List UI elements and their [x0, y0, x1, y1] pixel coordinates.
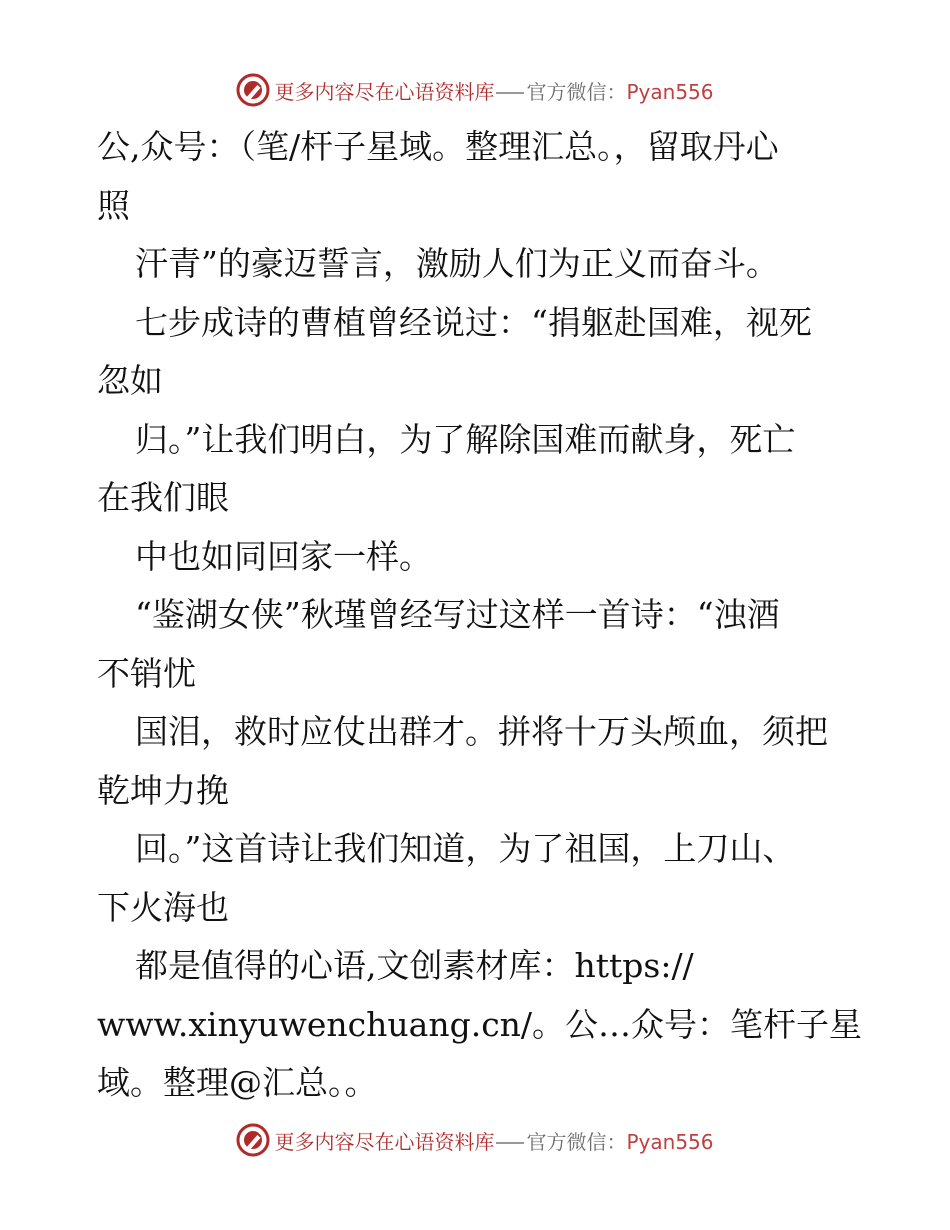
watermark-brand: 更多内容尽在心语资料库 — [274, 1129, 495, 1154]
watermark-text — [274, 76, 713, 105]
watermark-text — [274, 1126, 713, 1155]
text-line: www.xinyuwenchuang.cn/。公…众号：笔杆子星 — [97, 1004, 863, 1044]
pen-seal-icon — [236, 1123, 270, 1157]
header-watermark — [0, 70, 950, 110]
watermark-contact-id: Pyan556 — [626, 79, 714, 104]
text-line: 在我们眼 — [97, 478, 229, 517]
watermark-separator — [496, 92, 524, 94]
watermark-contact-label: 官方微信： — [526, 1129, 627, 1154]
footer-watermark — [0, 1120, 950, 1160]
text-line: 照 — [97, 185, 130, 225]
text-line: 不销忧 — [97, 653, 196, 693]
text-line: 忽如 — [97, 361, 163, 400]
text-line: 归。”让我们明白，为了解除国难而献身，死亡 — [135, 419, 796, 459]
text-line: 国泪，救时应仗出群才。拼将十万头颅血，须把 — [135, 712, 828, 751]
text-line: 都是值得的心语,文创素材库：https:// — [135, 946, 694, 985]
watermark-contact-id: Pyan556 — [626, 1129, 714, 1154]
watermark-brand: 更多内容尽在心语资料库 — [274, 79, 495, 104]
pen-seal-icon — [236, 73, 270, 107]
text-line: 汗青”的豪迈誓言，激励人们为正义而奋斗。 — [135, 244, 779, 283]
text-line: 域。整理@汇总。。 — [97, 1063, 378, 1102]
document-body — [97, 118, 863, 1113]
text-line: 乾坤力挽 — [97, 770, 229, 810]
text-line: 中也如同回家一样。 — [135, 536, 432, 576]
text-line: 七步成诗的曹植曾经说过：“捐躯赴国难，视死 — [135, 302, 812, 342]
text-line: 下火海也 — [97, 887, 229, 927]
text-line: 回。”这首诗让我们知道，为了祖国，上刀山、 — [135, 829, 796, 868]
text-line: “鉴湖女侠”秋瑾曾经写过这样一首诗：“浊酒 — [135, 595, 780, 634]
watermark-separator — [496, 1142, 524, 1144]
text-line: 公,众号：（笔/杆子星域。整理汇总。，留取丹心 — [97, 127, 779, 166]
watermark-contact-label: 官方微信： — [526, 79, 627, 104]
